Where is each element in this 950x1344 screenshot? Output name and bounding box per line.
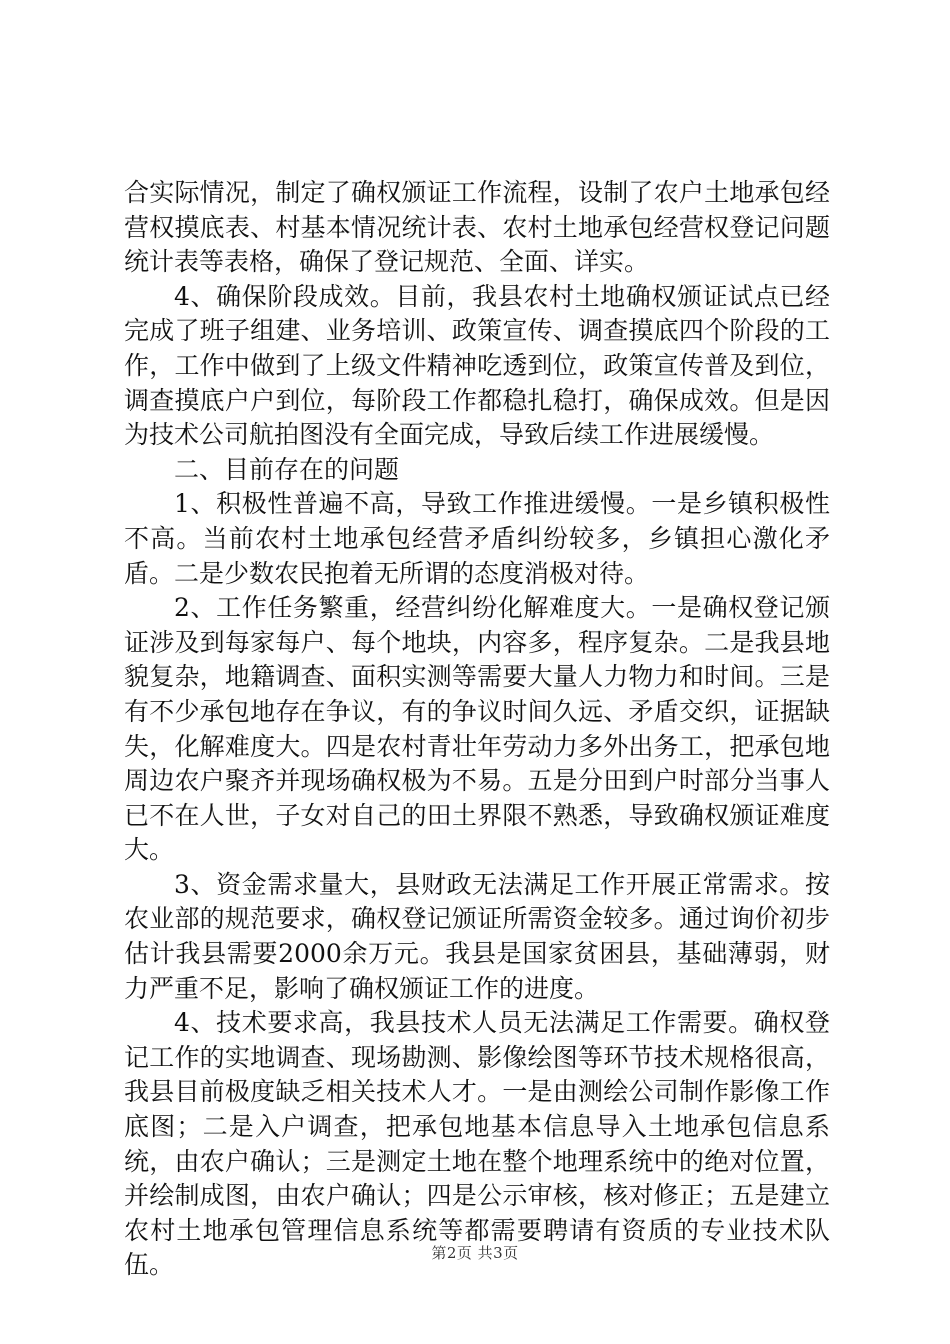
page-number-footer: 第2页 共3页 xyxy=(431,1244,519,1262)
paragraph-problem-1: 1、积极性普遍不高，导致工作推进缓慢。一是乡镇积极性不高。当前农村土地承包经营矛盾纠纷较多，乡镇担心激化矛盾。二是少数农民抱着无所谓的态度消极对待。 xyxy=(124,489,830,588)
paragraph-stage-results: 4、确保阶段成效。目前，我县农村土地确权颁证试点已经完成了班子组建、业务培训、政策宣传、调查摸底四个阶段的工作，工作中做到了上级文件精神吃透到位，政策宣传普及到位，调查摸底户户到位，每阶段工作都稳扎稳打，确保成效。但是因为技术公司航拍图没有全面完成，导致后续工作进展缓慢。 xyxy=(124,281,830,450)
paragraph-continuation: 合实际情况，制定了确权颁证工作流程，设制了农户土地承包经营权摸底表、村基本情况统计表、农村土地承包经营权登记问题统计表等表格，确保了登记规范、全面、详实。 xyxy=(124,178,830,277)
section-heading-problems: 二、目前存在的问题 xyxy=(174,454,400,484)
paragraph-problem-3: 3、资金需求量大，县财政无法满足工作开展正常需求。按农业部的规范要求，确权登记颁证所需资金较多。通过询价初步估计我县需要2000余万元。我县是国家贫困县，基础薄弱，财力严重不足，影响了确权颁证工作的进度。 xyxy=(124,869,830,1003)
paragraph-problem-2: 2、工作任务繁重，经营纠纷化解难度大。一是确权登记颁证涉及到每家每户、每个地块，内容多，程序复杂。二是我县地貌复杂，地籍调查、面积实测等需要大量人力物力和时间。三是有不少承包地存在争议，有的争议时间久远、矛盾交织，证据缺失，化解难度大。四是农村青壮年劳动力多外出务工，把承包地周边农户聚齐并现场确权极为不易。五是分田到户时部分当事人已不在人世，子女对自己的田土界限不熟悉，导致确权颁证难度大。 xyxy=(124,593,830,865)
document-body xyxy=(124,176,830,1283)
paragraph-problem-4: 4、技术要求高，我县技术人员无法满足工作需要。确权登记工作的实地调查、现场勘测、影像绘图等环节技术规格很高，我县目前极度缺乏相关技术人才。一是由测绘公司制作影像工作底图；二是入户调查，把承包地基本信息导入土地承包信息系统，由农户确认；三是测定土地在整个地理系统中的绝对位置，并绘制成图，由农户确认；四是公示审核，核对修正；五是建立农村土地承包管理信息系统等都需要聘请有资质的专业技术队伍。 xyxy=(124,1008,830,1280)
